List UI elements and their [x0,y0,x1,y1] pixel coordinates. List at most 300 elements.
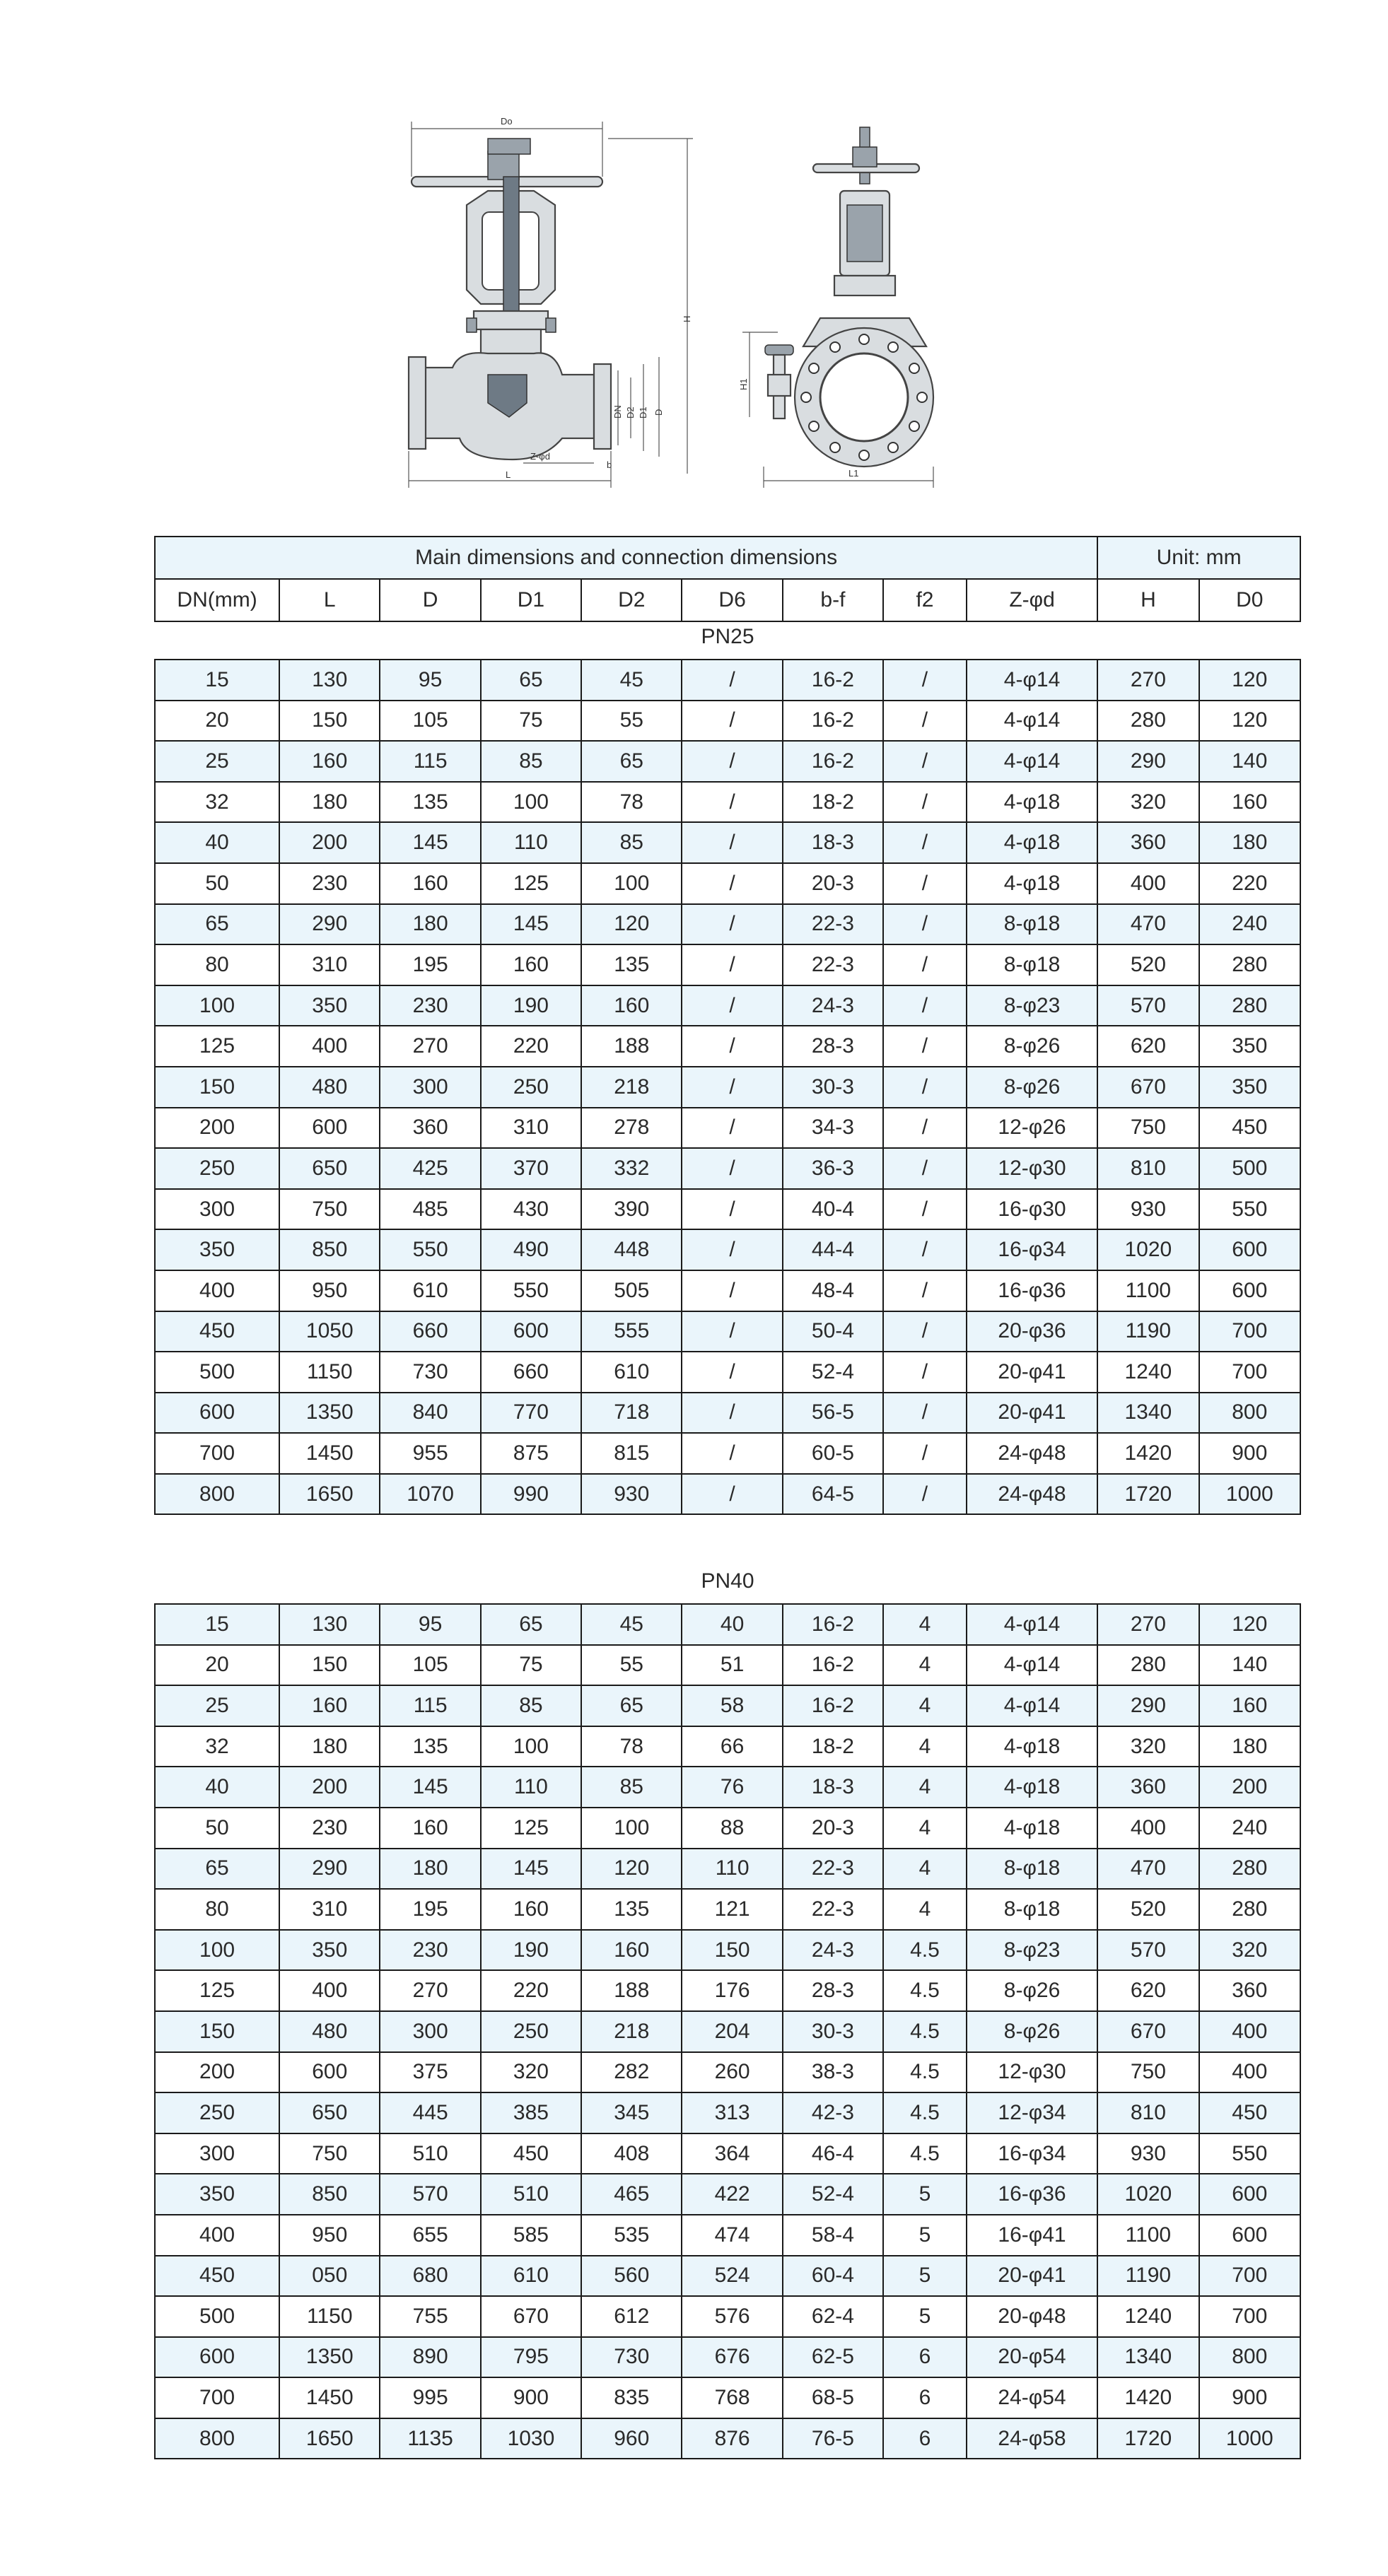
table-cell: / [883,1352,967,1393]
table-row [155,1311,1300,1352]
table-cell: 524 [682,2256,782,2297]
table-cell: 200 [279,822,380,863]
table-cell: / [883,1026,967,1067]
table-cell: 150 [279,701,380,742]
table-cell: 16-2 [783,1685,883,1726]
table-cell: 68-5 [783,2377,883,2418]
table-cell: 8-φ26 [967,1026,1097,1067]
table-row [155,1849,1300,1890]
table-cell: 218 [581,1067,682,1108]
table-cell: 80 [155,1889,279,1930]
table-cell: 145 [380,822,480,863]
table-cell: 85 [481,1685,581,1726]
table-cell: 408 [581,2133,682,2174]
table-row [155,863,1300,904]
dim-d2-label: D2 [625,406,636,418]
table-cell: 20-φ54 [967,2337,1097,2378]
table-cell: 1000 [1199,2418,1300,2459]
table-cell: 290 [1097,1685,1199,1726]
table-cell: 385 [481,2092,581,2133]
table-cell: 110 [682,1849,782,1890]
table-cell: 610 [380,1270,480,1311]
table-cell: 422 [682,2174,782,2215]
table-cell: 4-φ14 [967,1604,1097,1645]
table-cell: / [682,1352,782,1393]
table-cell: 280 [1097,701,1199,742]
table-cell: 810 [1097,2092,1199,2133]
table-cell: 1720 [1097,2418,1199,2459]
table-cell: 100 [481,1726,581,1767]
table-cell: 1100 [1097,2215,1199,2256]
table-row [155,2296,1300,2337]
table-cell: 875 [481,1433,581,1474]
table-cell: 500 [155,1352,279,1393]
table-cell: 950 [279,1270,380,1311]
table-row [155,1808,1300,1849]
table-cell: 270 [380,1970,480,2011]
table-cell: 16-φ34 [967,1229,1097,1270]
table-cell: 188 [581,1026,682,1067]
column-header: D0 [1199,579,1300,621]
table-cell: 320 [1199,1930,1300,1971]
table-cell: 600 [1199,2174,1300,2215]
table-cell: 585 [481,2215,581,2256]
table-cell: 950 [279,2215,380,2256]
table-cell: 620 [1097,1970,1199,2011]
table-cell: 75 [481,1645,581,1686]
table-cell: 450 [481,2133,581,2174]
table-cell: 66 [682,1726,782,1767]
unit-label: Unit: mm [1097,537,1300,579]
table-cell: 230 [279,1808,380,1849]
table-cell: 230 [279,863,380,904]
table-cell: 46-4 [783,2133,883,2174]
table-cell: 250 [155,2092,279,2133]
table-cell: / [883,1270,967,1311]
table-cell: 4.5 [883,2011,967,2052]
column-header: f2 [883,579,967,621]
table-cell: / [883,1393,967,1434]
table-cell: 320 [481,2052,581,2093]
table-cell: 1190 [1097,1311,1199,1352]
table-cell: 470 [1097,904,1199,945]
table-cell: 620 [1097,1026,1199,1067]
table-cell: 45 [581,1604,682,1645]
table-cell: 20-φ36 [967,1311,1097,1352]
table-cell: 4 [883,1849,967,1890]
table-row [155,2052,1300,2093]
table-cell: 930 [1097,1189,1199,1230]
table-cell: 600 [155,1393,279,1434]
table-cell: 1070 [380,1474,480,1515]
table-cell: 16-φ30 [967,1189,1097,1230]
table-cell: 120 [1199,660,1300,701]
table-cell: 313 [682,2092,782,2133]
table-cell: 51 [682,1645,782,1686]
table-cell: 200 [155,1108,279,1149]
table-row [155,1393,1300,1434]
table-cell: / [682,1229,782,1270]
table-cell: 1350 [279,1393,380,1434]
table-cell: 370 [481,1148,581,1189]
table-cell: / [682,985,782,1026]
table-cell: 445 [380,2092,480,2133]
table-cell: 4-φ14 [967,1645,1097,1686]
table-cell: 44-4 [783,1229,883,1270]
table-cell: 270 [380,1026,480,1067]
table-cell: 125 [481,1808,581,1849]
table-cell: 48-4 [783,1270,883,1311]
table-cell: / [883,1189,967,1230]
table-cell: 50 [155,863,279,904]
table-cell: 1050 [279,1311,380,1352]
valve-front-drawing [721,106,1018,502]
table-cell: 160 [279,1685,380,1726]
table-cell: 105 [380,701,480,742]
table-cell: 570 [1097,1930,1199,1971]
column-header: D [380,579,480,621]
table-cell: 130 [279,1604,380,1645]
table-cell: 550 [1199,1189,1300,1230]
table-cell: 1150 [279,1352,380,1393]
table-cell: 350 [279,1930,380,1971]
table-cell: 20-φ48 [967,2296,1097,2337]
table-cell: 8-φ18 [967,1889,1097,1930]
table-cell: 480 [279,1067,380,1108]
table-cell: 1450 [279,2377,380,2418]
table-cell: 16-2 [783,701,883,742]
table-cell: 490 [481,1229,581,1270]
table-cell: 8-φ18 [967,1849,1097,1890]
table-cell: / [682,1189,782,1230]
table-cell: 510 [481,2174,581,2215]
table-row [155,985,1300,1026]
table-cell: 16-φ36 [967,1270,1097,1311]
table-cell: 555 [581,1311,682,1352]
table-cell: 65 [481,660,581,701]
table-cell: 176 [682,1970,782,2011]
table-cell: 58 [682,1685,782,1726]
table-cell: 450 [155,1311,279,1352]
table-cell: 4 [883,1808,967,1849]
table-row [155,741,1300,782]
table-cell: 800 [155,1474,279,1515]
section-label-pn40: PN40 [701,1569,754,1593]
table-cell: 1150 [279,2296,380,2337]
table-cell: 5 [883,2174,967,2215]
table-cell: 30-3 [783,1067,883,1108]
table-cell: 20-φ41 [967,1352,1097,1393]
table-cell: 50-4 [783,1311,883,1352]
table-row [155,701,1300,742]
table-cell: 375 [380,2052,480,2093]
table-cell: 676 [682,2337,782,2378]
table-cell: 1000 [1199,1474,1300,1515]
table-cell: 16-φ34 [967,2133,1097,2174]
table-cell: 930 [581,1474,682,1515]
table-row [155,1645,1300,1686]
table-cell: 150 [279,1645,380,1686]
table-cell: 770 [481,1393,581,1434]
table-cell: 400 [279,1970,380,2011]
table-cell: 25 [155,1685,279,1726]
table-cell: 600 [279,2052,380,2093]
table-cell: 218 [581,2011,682,2052]
table-cell: / [682,944,782,985]
table-cell: 16-φ36 [967,2174,1097,2215]
table-cell: 12-φ30 [967,2052,1097,2093]
table-cell: / [682,1474,782,1515]
table-cell: 88 [682,1808,782,1849]
table-cell: 510 [380,2133,480,2174]
table-cell: 480 [279,2011,380,2052]
table-cell: 6 [883,2418,967,2459]
table-cell: 55 [581,701,682,742]
table-cell: 36-3 [783,1148,883,1189]
table-cell: 4 [883,1889,967,1930]
table-cell: 750 [1097,1108,1199,1149]
table-cell: 425 [380,1148,480,1189]
table-cell: / [682,1270,782,1311]
table-cell: / [682,1148,782,1189]
table-cell: 800 [1199,1393,1300,1434]
table-cell: 1340 [1097,1393,1199,1434]
table-cell: 24-φ58 [967,2418,1097,2459]
table-cell: 730 [380,1352,480,1393]
table-cell: 300 [380,2011,480,2052]
table-row [155,1726,1300,1767]
table-cell: 145 [481,1849,581,1890]
table-cell: 38-3 [783,2052,883,2093]
table-cell: 8-φ23 [967,1930,1097,1971]
table-cell: 4-φ18 [967,1767,1097,1808]
table-cell: / [682,1026,782,1067]
table-cell: 718 [581,1393,682,1434]
table-cell: 278 [581,1108,682,1149]
table-cell: 50 [155,1808,279,1849]
table-cell: 25 [155,741,279,782]
table-cell: 140 [1199,1645,1300,1686]
table-row [155,782,1300,823]
table-cell: 65 [581,1685,682,1726]
table-cell: 700 [1199,1311,1300,1352]
table-cell: 34-3 [783,1108,883,1149]
table-row [155,1148,1300,1189]
table-cell: 76-5 [783,2418,883,2459]
table-cell: 220 [481,1026,581,1067]
table-cell: 56-5 [783,1393,883,1434]
table-cell: 1020 [1097,1229,1199,1270]
table-cell: 050 [279,2256,380,2297]
table-cell: 4-φ18 [967,1726,1097,1767]
table-cell: 100 [581,1808,682,1849]
table-row [155,1067,1300,1108]
table-cell: 320 [1097,1726,1199,1767]
pn40-table [154,1603,1301,2459]
table-cell: 140 [1199,741,1300,782]
table-row [155,1270,1300,1311]
table-cell: 350 [1199,1067,1300,1108]
table-cell: / [883,944,967,985]
table-cell: 5 [883,2215,967,2256]
table-cell: 450 [1199,1108,1300,1149]
table-cell: 160 [581,985,682,1026]
table-cell: 4-φ14 [967,701,1097,742]
table-cell: 110 [481,1767,581,1808]
table-cell: 15 [155,1604,279,1645]
table-cell: 120 [1199,1604,1300,1645]
table-cell: 62-5 [783,2337,883,2378]
table-cell: 990 [481,1474,581,1515]
table-cell: 360 [1097,1767,1199,1808]
table-cell: 28-3 [783,1026,883,1067]
table-cell: 485 [380,1189,480,1230]
table-cell: 80 [155,944,279,985]
table-cell: 180 [380,904,480,945]
table-cell: 8-φ18 [967,944,1097,985]
table-cell: 1650 [279,2418,380,2459]
table-cell: 24-φ54 [967,2377,1097,2418]
table-cell: 4 [883,1604,967,1645]
table-cell: 24-3 [783,1930,883,1971]
table-cell: 505 [581,1270,682,1311]
column-header: b-f [783,579,883,621]
table-cell: 20-φ41 [967,1393,1097,1434]
table-cell: 15 [155,660,279,701]
dim-h-label: H [682,315,692,322]
column-header: Z-φd [967,579,1097,621]
table-cell: 60-4 [783,2256,883,2297]
table-cell: 180 [380,1849,480,1890]
table-cell: 550 [1199,2133,1300,2174]
table-row [155,2174,1300,2215]
table-cell: 670 [1097,1067,1199,1108]
table-cell: 160 [481,944,581,985]
table-cell: 150 [155,2011,279,2052]
dim-dn-label: DN [612,405,623,418]
table-cell: 474 [682,2215,782,2256]
table-row [155,1352,1300,1393]
table-cell: 40 [155,1767,279,1808]
table-cell: 125 [481,863,581,904]
table-cell: 64-5 [783,1474,883,1515]
table-cell: 730 [581,2337,682,2378]
table-cell: / [883,1148,967,1189]
table-cell: 448 [581,1229,682,1270]
table-cell: 280 [1199,985,1300,1026]
table-cell: 350 [1199,1026,1300,1067]
table-cell: 240 [1199,1808,1300,1849]
table-cell: / [883,904,967,945]
table-cell: 960 [581,2418,682,2459]
table-cell: 1030 [481,2418,581,2459]
table-cell: 4-φ18 [967,782,1097,823]
table-cell: 76 [682,1767,782,1808]
table-cell: 800 [1199,2337,1300,2378]
table-cell: 110 [481,822,581,863]
table-cell: 655 [380,2215,480,2256]
table-row [155,2011,1300,2052]
dim-z-phi-d-label: Z-φd [530,451,550,462]
table-cell: 16-2 [783,1604,883,1645]
table-cell: 520 [1097,1889,1199,1930]
valve-drawings [382,106,1301,502]
table-cell: 400 [155,2215,279,2256]
table-cell: 65 [155,1849,279,1890]
table-row [155,2418,1300,2459]
table-cell: 195 [380,944,480,985]
table-cell: 332 [581,1148,682,1189]
table-cell: 95 [380,660,480,701]
table-row [155,904,1300,945]
table-cell: 345 [581,2092,682,2133]
table-cell: 135 [380,1726,480,1767]
table-cell: 700 [1199,1352,1300,1393]
table-cell: 350 [279,985,380,1026]
table-cell: 4.5 [883,2052,967,2093]
table-row [155,1930,1300,1971]
table-cell: / [883,782,967,823]
table-cell: 5 [883,2256,967,2297]
table-cell: 500 [1199,1148,1300,1189]
table-cell: 700 [155,1433,279,1474]
table-cell: 120 [581,904,682,945]
table-cell: 160 [380,863,480,904]
column-header-row [155,579,1300,621]
table-cell: 835 [581,2377,682,2418]
table-cell: / [682,741,782,782]
table-cell: 300 [155,1189,279,1230]
table-cell: 1190 [1097,2256,1199,2297]
table-row [155,2337,1300,2378]
table-cell: 200 [155,2052,279,2093]
table-cell: / [682,822,782,863]
table-cell: 4.5 [883,2092,967,2133]
table-cell: / [883,1433,967,1474]
table-cell: 180 [279,1726,380,1767]
table-cell: 85 [481,741,581,782]
table-cell: 364 [682,2133,782,2174]
table-cell: 400 [1199,2052,1300,2093]
table-cell: 350 [155,1229,279,1270]
table-cell: 4 [883,1685,967,1726]
table-cell: 310 [481,1108,581,1149]
table-cell: 670 [1097,2011,1199,2052]
table-cell: 520 [1097,944,1199,985]
table-cell: 75 [481,701,581,742]
table-cell: 900 [1199,2377,1300,2418]
table-cell: 65 [481,1604,581,1645]
table-cell: 610 [581,1352,682,1393]
table-cell: 250 [481,1067,581,1108]
table-cell: 120 [1199,701,1300,742]
table-row [155,1433,1300,1474]
table-cell: 8-φ26 [967,1970,1097,2011]
table-cell: 600 [279,1108,380,1149]
table-cell: 160 [1199,1685,1300,1726]
table-cell: 930 [1097,2133,1199,2174]
table-cell: 570 [380,2174,480,2215]
table-cell: 20-3 [783,863,883,904]
table-cell: 1350 [279,2337,380,2378]
table-row [155,1189,1300,1230]
column-header: H [1097,579,1199,621]
table-cell: 160 [279,741,380,782]
table-cell: 1340 [1097,2337,1199,2378]
table-cell: 955 [380,1433,480,1474]
table-cell: 18-2 [783,782,883,823]
table-row [155,1108,1300,1149]
